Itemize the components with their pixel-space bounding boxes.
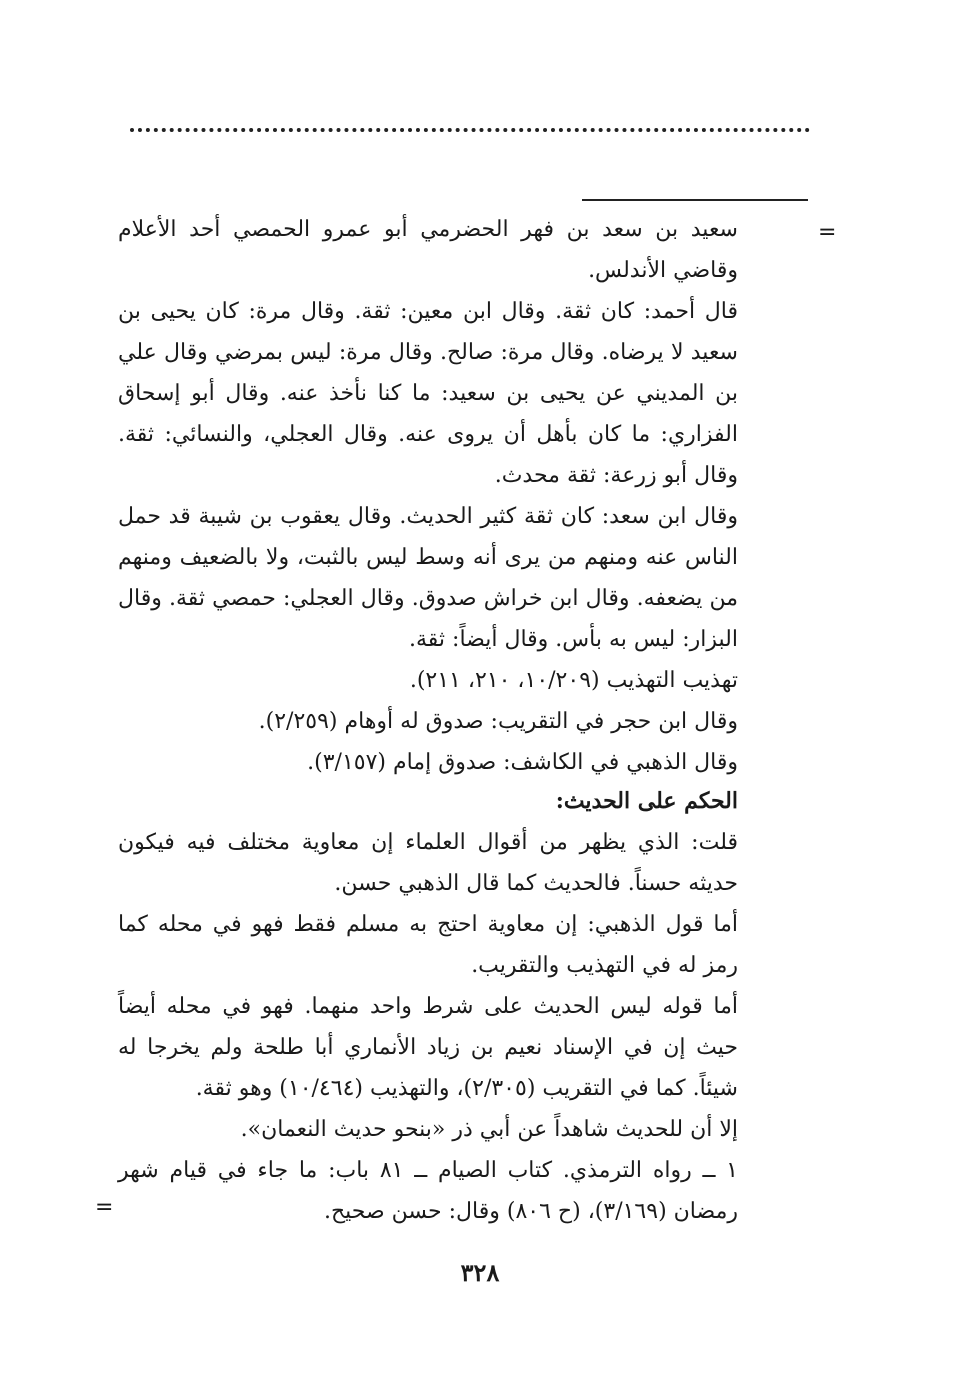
- ruling-section: [118, 822, 738, 1232]
- paragraph: أما قول الذهبي: إن معاوية احتج به مسلم فقط فهو في محله كما رمز له في التهذيب والتقريب.: [118, 912, 738, 978]
- paragraph: وقال ابن سعد: كان ثقة كثير الحديث. وقال يعقوب بن شيبة قد حمل الناس عنه ومنهم من يرى أنه وسط ليس بالثبت، ولا بالضعيف ومنهم من يضعفه. وقال ابن خراش صدوق. وقال العجلي: حمصي ثقة. وقال البزار: ليس به بأس. وقال أيضاً: ثقة.: [118, 504, 738, 652]
- paragraph: قال أحمد: كان ثقة. وقال ابن معين: ثقة. وقال مرة: كان يحيى بن سعيد لا يرضاه. وقال مرة: صالح. وقال مرة: ليس بمرضي وقال علي بن المديني عن يحيى بن سعيد: ما كنا نأخذ عنه. وقال أبو إسحاق الفزاري: ما كان بأهل أن يروى عنه. وقال العجلي، والنسائي: ثقة. وقال أبو زرعة: ثقة محدث.: [118, 299, 738, 488]
- dotted-separator: [130, 128, 810, 148]
- paragraph: أما قوله ليس الحديث على شرط واحد منهما. فهو في محله أيضاً حيث إن في الإسناد نعيم بن زياد الأنماري أبا طلحة ولم يخرجا له شيئاً. كما في التقريب (٢/٣٠٥)، والتهذيب (١٠/٤٦٤) وهو ثقة.: [118, 994, 738, 1101]
- paragraph: إلا أن للحديث شاهداً عن أبي ذر «بنحو حديث النعمان».: [240, 1117, 738, 1142]
- paragraph: قلت: الذي يظهر من أقوال العلماء إن معاوية مختلف فيه فيكون حديثه حسناً. فالحديث كما قال الذهبي حسن.: [118, 830, 738, 896]
- continuation-mark-bottom: =: [95, 1195, 114, 1220]
- page-number: ٣٢٨: [460, 1258, 500, 1287]
- paragraph: ١ ــ رواه الترمذي. كتاب الصيام ــ ٨١ باب: ما جاء في قيام شهر رمضان (٣/١٦٩)، (ح ٨٠٦) وقال: حسن صحيح.: [118, 1158, 738, 1224]
- narrator-notes: [118, 209, 738, 783]
- footnote-rule: [582, 199, 808, 201]
- paragraph: سعيد بن سعد بن فهر الحضرمي أبو عمرو الحمصي أحد الأعلام وقاضي الأندلس.: [118, 217, 738, 283]
- paragraph: تهذيب التهذيب (١٠/٢٠٩، ٢١٠، ٢١١).: [409, 668, 738, 693]
- section-heading: الحكم على الحديث:: [555, 788, 738, 814]
- paragraph: وقال ابن حجر في التقريب: صدوق له أوهام (٢/٢٥٩).: [258, 709, 738, 734]
- paragraph: وقال الذهبي في الكاشف: صدوق إمام (٣/١٥٧).: [307, 750, 738, 775]
- continuation-mark-top: =: [818, 220, 837, 245]
